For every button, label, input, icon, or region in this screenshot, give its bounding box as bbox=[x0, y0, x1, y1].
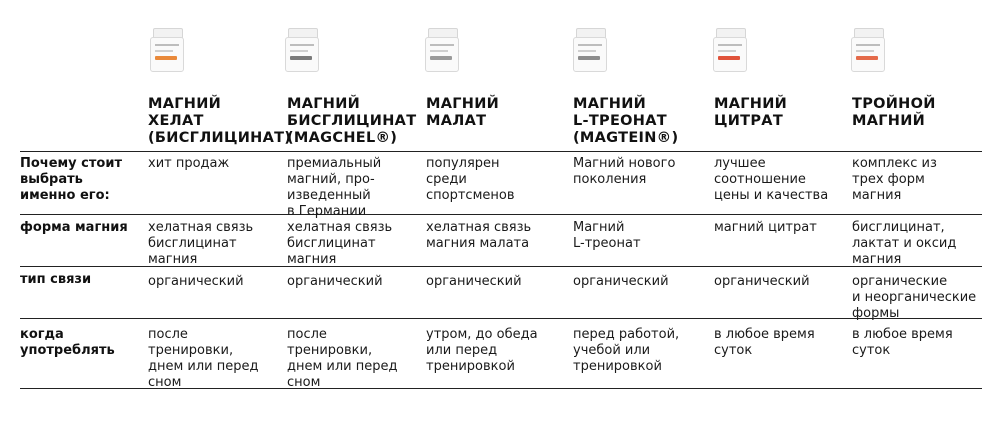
jar-accent bbox=[718, 56, 740, 60]
column-title: ТРОЙНОЙ МАГНИЙ bbox=[852, 96, 936, 129]
cell-why: хит продаж bbox=[148, 156, 230, 171]
product-jar-image bbox=[573, 28, 607, 72]
product-jar-image bbox=[713, 28, 747, 72]
cell-form: хелатная связь магния малата bbox=[426, 220, 532, 251]
row-divider bbox=[20, 151, 982, 152]
cell-why: лучшее соотношение цены и качества bbox=[714, 156, 829, 203]
cell-form: Магний L-треонат bbox=[573, 220, 641, 251]
column-title: МАГНИЙ БИСГЛИЦИНАТ (MAGCHEL®) bbox=[287, 96, 417, 146]
product-jar-image bbox=[150, 28, 184, 72]
row-label-when: когда употреблять bbox=[20, 327, 115, 358]
cell-why: популярен среди спортсменов bbox=[426, 156, 515, 203]
column-title: МАГНИЙ ХЕЛАТ (БИСГЛИЦИНАТ) bbox=[148, 96, 292, 146]
cell-when: утром, до обеда или перед тренировкой bbox=[426, 327, 538, 374]
product-jar-image bbox=[285, 28, 319, 72]
cell-form: хелатная связь бисглицинат магния bbox=[287, 220, 393, 267]
cell-why: премиальный магний, про- изведенный в Германии bbox=[287, 156, 382, 219]
cell-when: перед работой, учебой или тренировкой bbox=[573, 327, 680, 374]
column-title: МАГНИЙ ЦИТРАТ bbox=[714, 96, 788, 129]
jar-accent bbox=[578, 56, 600, 60]
jar-accent bbox=[155, 56, 177, 60]
cell-bond: органический bbox=[426, 274, 522, 289]
jar-accent bbox=[856, 56, 878, 60]
row-label-why: Почему стоит выбрать именно его: bbox=[20, 156, 122, 203]
column-title: МАГНИЙ L-ТРЕОНАТ (MAGTEIN®) bbox=[573, 96, 679, 146]
product-jar-image bbox=[851, 28, 885, 72]
cell-why: Магний нового поколения bbox=[573, 156, 676, 187]
row-divider bbox=[20, 214, 982, 215]
cell-when: после тренировки, днем или перед сном bbox=[287, 327, 398, 390]
row-label-form: форма магния bbox=[20, 220, 128, 235]
cell-form: хелатная связь бисглицинат магния bbox=[148, 220, 254, 267]
row-label-bond: тип связи bbox=[20, 272, 92, 287]
cell-form: бисглицинат, лактат и оксид магния bbox=[852, 220, 957, 267]
jar-accent bbox=[290, 56, 312, 60]
cell-bond: органический bbox=[714, 274, 810, 289]
cell-bond: органический bbox=[573, 274, 669, 289]
cell-form: магний цитрат bbox=[714, 220, 817, 235]
cell-when: в любое время суток bbox=[714, 327, 815, 358]
column-title: МАГНИЙ МАЛАТ bbox=[426, 96, 500, 129]
cell-bond: органические и неорганические формы bbox=[852, 274, 977, 321]
jar-accent bbox=[430, 56, 452, 60]
cell-bond: органический bbox=[148, 274, 244, 289]
product-jar-image bbox=[425, 28, 459, 72]
cell-when: в любое время суток bbox=[852, 327, 953, 358]
cell-why: комплекс из трех форм магния bbox=[852, 156, 937, 203]
cell-when: после тренировки, днем или перед сном bbox=[148, 327, 259, 390]
row-divider bbox=[20, 318, 982, 319]
cell-bond: органический bbox=[287, 274, 383, 289]
